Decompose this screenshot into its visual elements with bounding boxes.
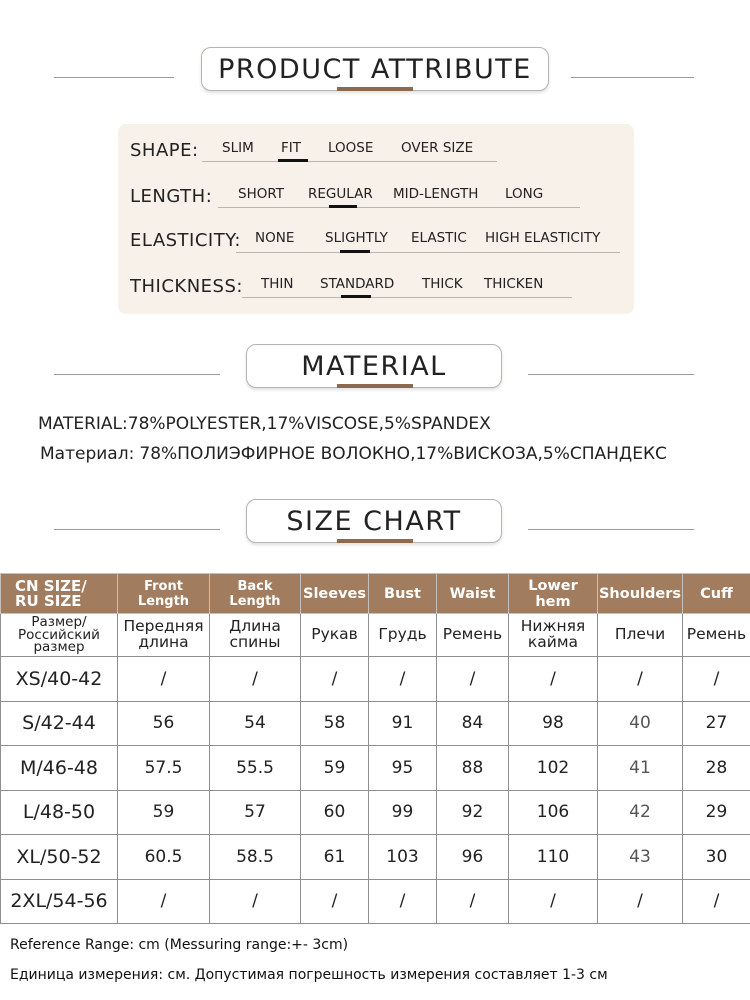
col-header-sleeves: Sleeves [301,574,369,614]
reference-note-ru: Единица измерения: см. Допустимая погрешность измерения составляет 1-3 см [10,967,608,983]
attr-label-thickness: THICKNESS: [130,276,243,297]
attr-row-elasticity [118,218,634,258]
attr-option: OVER SIZE [401,140,474,156]
size-cell: S/42-44 [1,701,118,746]
table-cell: / [437,657,509,702]
size-cell: 2XL/54-56 [1,879,118,924]
attr-rule [236,252,620,253]
material-en [38,414,491,434]
table-row [1,835,750,880]
attr-option: SLIM [222,140,254,156]
title-underbar [337,539,413,543]
col-header-waist: Waist [437,574,509,614]
material-en-label: MATERIAL: [38,414,128,434]
section-title: SIZE CHART [246,499,502,543]
material-ru [40,444,667,464]
material-header [0,344,750,404]
attr-option: NONE [255,230,295,246]
attr-option: SHORT [238,186,284,202]
size-cell: L/48-50 [1,790,118,835]
table-cell: 96 [437,835,509,880]
col-header-ru: Ремень [437,614,509,657]
selected-marker [341,295,371,298]
table-cell: / [118,879,210,924]
material-ru-value: 78%ПОЛИЭФИРНОЕ ВОЛОКНО,17%ВИСКОЗА,5%СПАНДЕКС [139,444,667,464]
header-row-en [1,574,750,614]
attr-option: THIN [261,276,294,292]
divider-right [528,529,694,530]
table-cell: / [369,657,437,702]
title-underbar [337,384,413,388]
material-en-value: 78%POLYESTER,17%VISCOSE,5%SPANDEX [127,414,491,434]
col-header-ru: Передняя длина [118,614,210,657]
table-cell: / [301,657,369,702]
col-header-front-length: Front Length [118,574,210,614]
table-cell: / [118,657,210,702]
table-cell: 102 [509,746,598,791]
attr-option: LOOSE [328,140,374,156]
size-cell: XS/40-42 [1,657,118,702]
attr-label-elasticity: ELASTICITY: [130,230,241,251]
table-row [1,746,750,791]
table-cell: 57.5 [118,746,210,791]
reference-note-en: Reference Range: cm (Messuring range:+- 3cm) [10,937,349,953]
col-header-ru: Плечи [598,614,683,657]
col-header-shoulders: Shoulders [598,574,683,614]
table-cell: 42 [598,790,683,835]
divider-left [54,77,174,78]
table-cell: / [301,879,369,924]
table-row [1,657,750,702]
col-header-back-length: Back Length [210,574,301,614]
attr-option-selected: SLIGHTLY [325,230,388,246]
attr-row-length [118,174,634,214]
table-row [1,879,750,924]
attr-option: THICK [422,276,463,292]
material-ru-label: Материал: [40,444,135,464]
divider-left [54,374,220,375]
col-header-size: CN SIZE/ RU SIZE [1,574,118,614]
table-cell: 54 [210,701,301,746]
attr-option: MID-LENGTH [393,186,479,202]
attr-option: LONG [505,186,544,202]
col-header-cuff: Cuff [683,574,750,614]
col-header-ru: Ремень [683,614,750,657]
attr-label-shape: SHAPE: [130,140,199,161]
col-header-ru: Нижняя кайма [509,614,598,657]
table-cell: / [509,657,598,702]
table-cell: 59 [118,790,210,835]
table-cell: 43 [598,835,683,880]
title-underbar [337,87,413,91]
table-cell: 99 [369,790,437,835]
size-cell: M/46-48 [1,746,118,791]
attr-option: HIGH ELASTICITY [485,230,601,246]
col-header-ru: Рукав [301,614,369,657]
attr-rule [202,161,497,162]
attr-option-selected: FIT [281,140,301,156]
table-cell: 91 [369,701,437,746]
divider-left [54,529,220,530]
table-cell: 41 [598,746,683,791]
attr-rule [218,207,580,208]
attribute-panel [118,124,634,314]
divider-right [528,374,694,375]
table-cell: 40 [598,701,683,746]
col-header-ru: Грудь [369,614,437,657]
table-cell: / [683,657,750,702]
table-cell: 30 [683,835,750,880]
table-cell: 55.5 [210,746,301,791]
table-cell: 88 [437,746,509,791]
attr-row-thickness [118,264,634,304]
header-row-ru [1,614,750,657]
table-cell: / [598,879,683,924]
attr-option: THICKEN [484,276,544,292]
table-cell: 57 [210,790,301,835]
table-cell: 27 [683,701,750,746]
table-cell: 92 [437,790,509,835]
col-header-ru: Длина спины [210,614,301,657]
table-cell: 58.5 [210,835,301,880]
table-cell: / [437,879,509,924]
table-cell: 60 [301,790,369,835]
size-chart-table [0,573,750,924]
table-cell: / [369,879,437,924]
table-cell: 59 [301,746,369,791]
table-cell: / [509,879,598,924]
table-cell: 98 [509,701,598,746]
table-cell: 103 [369,835,437,880]
table-cell: 28 [683,746,750,791]
table-cell: / [598,657,683,702]
col-header-bust: Bust [369,574,437,614]
selected-marker [329,205,357,208]
attr-option-selected: STANDARD [320,276,395,292]
attr-option-selected: REGULAR [308,186,373,202]
table-cell: 58 [301,701,369,746]
table-cell: 84 [437,701,509,746]
section-title: PRODUCT ATTRIBUTE [201,47,549,91]
table-cell: 29 [683,790,750,835]
attr-label-length: LENGTH: [130,186,213,207]
selected-marker [278,159,308,162]
attr-rule [242,297,572,298]
table-cell: / [210,879,301,924]
table-cell: / [683,879,750,924]
table-row [1,790,750,835]
attr-option: ELASTIC [411,230,467,246]
table-cell: 56 [118,701,210,746]
table-cell: 61 [301,835,369,880]
product-attribute-header [0,47,750,107]
size-chart-header [0,499,750,559]
table-row [1,701,750,746]
table-cell: 95 [369,746,437,791]
section-title: MATERIAL [246,344,502,388]
table-cell: 110 [509,835,598,880]
size-cell: XL/50-52 [1,835,118,880]
selected-marker [340,250,370,253]
divider-right [571,77,694,78]
col-header-lower-hem: Lower hem [509,574,598,614]
table-cell: 60.5 [118,835,210,880]
table-cell: / [210,657,301,702]
table-cell: 106 [509,790,598,835]
attr-row-shape [118,128,634,168]
col-header-ru: Размер/ Российский размер [1,614,118,657]
